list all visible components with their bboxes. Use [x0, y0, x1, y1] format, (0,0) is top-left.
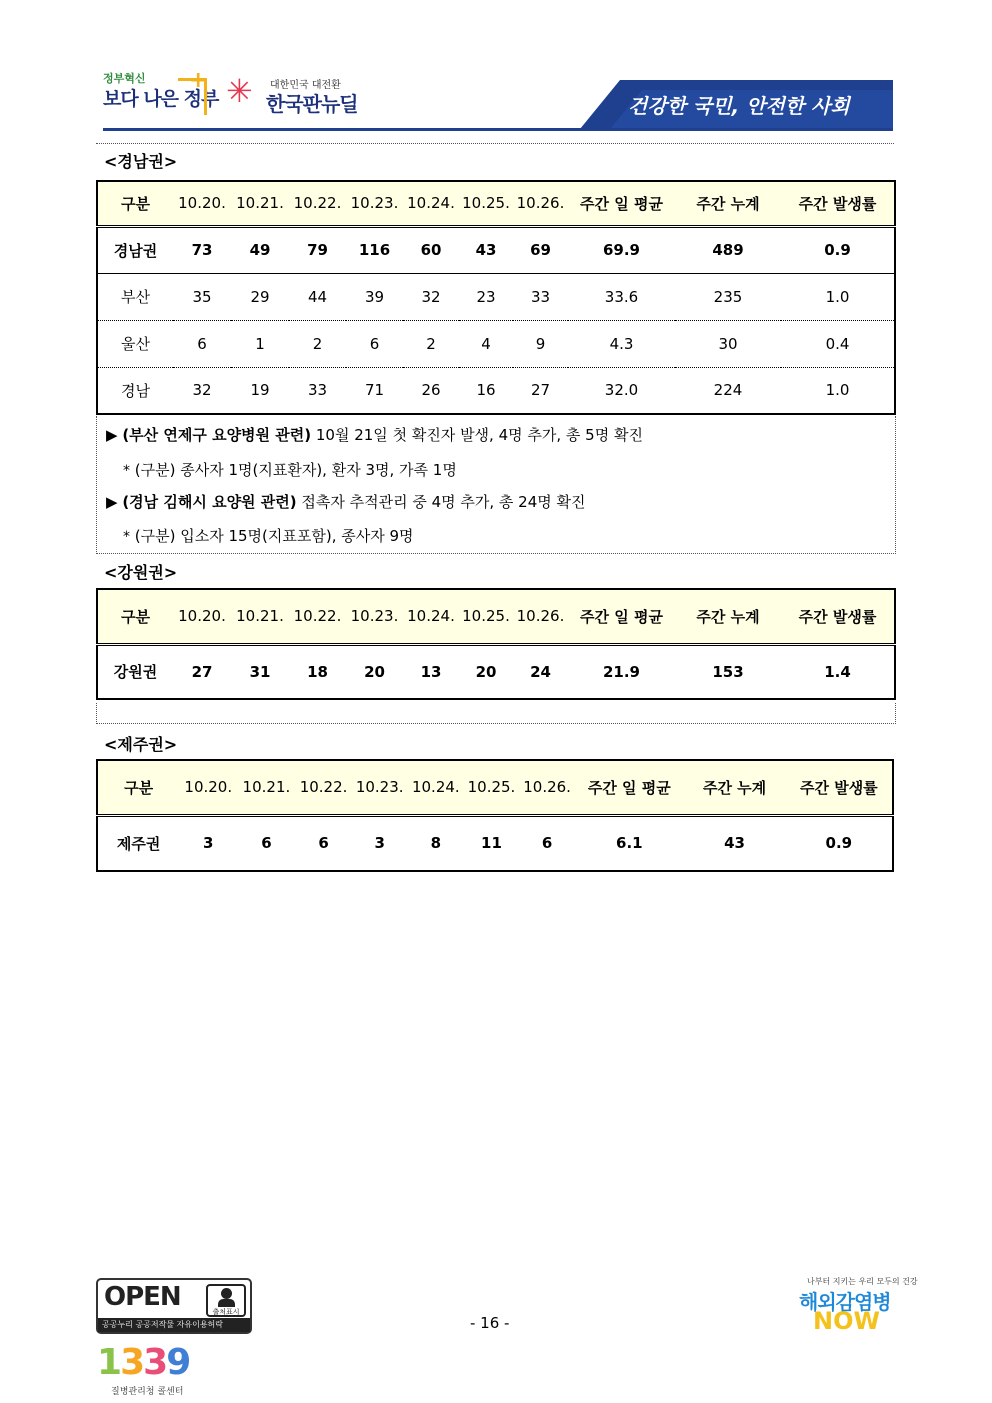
call-caption: 질병관리청 콜센터 — [111, 1387, 184, 1397]
row-label: 울산 — [97, 320, 173, 367]
row-label: 강원권 — [113, 663, 158, 682]
triangle-icon: ▶ — [106, 426, 118, 444]
header-cell: 10.23. — [352, 760, 408, 815]
cell: 235 — [675, 273, 781, 320]
cell: 29 — [231, 273, 289, 320]
cell: 19 — [231, 367, 289, 414]
header-cell: 주간 일 평균 — [575, 760, 683, 815]
header-cell: 10.20. — [173, 589, 231, 644]
cell: 11 — [481, 834, 502, 853]
cell: 224 — [675, 367, 781, 414]
cell: 73 — [191, 241, 213, 259]
note-item — [106, 491, 586, 512]
cell: 35 — [173, 273, 231, 320]
call-center-logo — [97, 1344, 207, 1399]
row-label: 제주권 — [116, 834, 161, 853]
cell: 30 — [675, 320, 781, 367]
cell: 6 — [261, 834, 272, 853]
note-detail — [123, 525, 414, 546]
gov-innovation-logo — [103, 68, 219, 120]
table-row — [97, 273, 895, 320]
table-row — [97, 815, 893, 871]
empty-notes-box — [96, 703, 896, 724]
logo-tagline: 나부터 지키는 우리 모두의 건강 — [807, 1277, 918, 1286]
cell: 3 — [203, 834, 214, 853]
cell: 0.9 — [824, 241, 851, 259]
cell: 6 — [346, 320, 403, 367]
cell: 4 — [459, 320, 513, 367]
header-cell: 주간 일 평균 — [568, 181, 675, 226]
header-cell: 10.25. — [459, 181, 513, 226]
cell: 60 — [420, 241, 442, 259]
cell: 31 — [249, 662, 271, 681]
row-label: 부산 — [97, 273, 173, 320]
header-cell: 주간 누계 — [683, 760, 785, 815]
header-cell: 구분 — [97, 760, 179, 815]
header-cell: 주간 발생률 — [781, 181, 895, 226]
cell: 1 — [231, 320, 289, 367]
header-cell: 10.20. — [179, 760, 237, 815]
korean-new-deal-logo — [226, 74, 361, 114]
cell: 20 — [475, 662, 497, 681]
cell: 27 — [513, 367, 568, 414]
header-cell: 10.26. — [513, 589, 568, 644]
cell: 32 — [403, 273, 459, 320]
cell: 32.0 — [568, 367, 675, 414]
cell: 33 — [289, 367, 346, 414]
slogan-banner — [580, 80, 893, 129]
cell: 8 — [430, 834, 442, 853]
table-row — [97, 226, 895, 273]
cell: 69 — [530, 241, 551, 259]
header-cell: 10.25. — [459, 589, 513, 644]
header-rule — [103, 128, 893, 131]
header-cell: 10.23. — [346, 181, 403, 226]
cell: 71 — [346, 367, 403, 414]
table-row — [97, 367, 895, 414]
cell: 6 — [318, 834, 329, 853]
attribution-icon — [206, 1284, 246, 1317]
logo-title: 해외감염병 — [799, 1290, 891, 1314]
header-cell: 주간 누계 — [675, 181, 781, 226]
cell: 1.0 — [781, 273, 895, 320]
asterisk-icon: * — [123, 529, 130, 545]
cell: 489 — [712, 241, 744, 259]
cell: 6.1 — [616, 834, 643, 853]
cell: 20 — [364, 662, 385, 681]
cell: 0.9 — [825, 834, 853, 853]
burst-icon: ✳ — [226, 72, 253, 110]
table-row — [97, 320, 895, 367]
header-cell: 10.23. — [346, 589, 403, 644]
header-cell: 10.22. — [289, 589, 346, 644]
header-cell: 10.21. — [237, 760, 295, 815]
table-header-row — [97, 181, 895, 226]
page-number: - 16 - — [470, 1314, 510, 1332]
note-heading: (경남 김해시 요양원 관련) — [122, 493, 297, 511]
cell: 21.9 — [602, 662, 640, 681]
cell: 6 — [541, 834, 553, 853]
cell: 26 — [403, 367, 459, 414]
note-text: 10월 21일 첫 확진자 발생, 4명 추가, 총 5명 확진 — [311, 426, 643, 444]
cell: 2 — [403, 320, 459, 367]
header-cell: 10.24. — [403, 589, 459, 644]
logo-subtitle: 대한민국 대전환 — [270, 80, 341, 91]
cell: 44 — [289, 273, 346, 320]
badge-label: 출처표시 — [212, 1308, 240, 1316]
triangle-icon: ▶ — [106, 493, 118, 511]
header-cell: 10.26. — [519, 760, 575, 815]
cell: 0.4 — [781, 320, 895, 367]
cell: 39 — [346, 273, 403, 320]
note-text: (구분) 종사자 1명(지표환자), 환자 3명, 가족 1명 — [134, 461, 457, 479]
row-label: 경남 — [97, 367, 173, 414]
slogan-text: 건강한 국민, 안전한 사회 — [628, 94, 850, 118]
section-title-jeju: <제주권> — [104, 735, 178, 754]
header-cell: 10.24. — [408, 760, 464, 815]
header-cell: 구분 — [97, 589, 173, 644]
cell: 9 — [513, 320, 568, 367]
kogl-open-license-logo — [96, 1278, 252, 1334]
header-cell: 10.25. — [464, 760, 519, 815]
asterisk-icon: * — [123, 463, 130, 479]
gangwon-table — [96, 588, 896, 700]
note-text: 접촉자 추적관리 중 4명 추가, 총 24명 확진 — [296, 493, 586, 511]
gyeongnam-table — [96, 180, 896, 415]
cell: 33 — [513, 273, 568, 320]
header-cell: 10.20. — [173, 181, 231, 226]
call-number: 1339 — [97, 1342, 190, 1383]
dotted-divider — [96, 143, 894, 144]
header-cell: 10.26. — [513, 181, 568, 226]
header-cell: 주간 발생률 — [786, 760, 893, 815]
cell: 1.0 — [781, 367, 895, 414]
logo-word: NOW — [813, 1307, 880, 1335]
cell: 1.4 — [824, 662, 851, 681]
header-cell: 10.21. — [231, 589, 289, 644]
table-header-row — [97, 589, 895, 644]
header-cell: 주간 발생률 — [781, 589, 895, 644]
header-cell: 구분 — [97, 181, 173, 226]
note-detail — [123, 459, 457, 480]
note-text: (구분) 입소자 15명(지표포함), 종사자 9명 — [134, 527, 414, 545]
cell: 6 — [173, 320, 231, 367]
table-header-row — [97, 760, 893, 815]
cell: 43 — [475, 241, 497, 259]
plus-icon: + — [189, 68, 208, 93]
cell: 4.3 — [568, 320, 675, 367]
cell: 16 — [459, 367, 513, 414]
jeju-table — [96, 759, 894, 872]
row-label: 경남권 — [113, 241, 158, 260]
cell: 116 — [358, 241, 391, 259]
header-cell: 주간 일 평균 — [568, 589, 675, 644]
cell: 69.9 — [602, 241, 640, 259]
license-caption: 공공누리 공공저작물 자유이용허락 — [98, 1318, 250, 1332]
logo-title: 보다 나은 정부 — [103, 88, 219, 110]
cell: 49 — [249, 241, 271, 259]
section-title-gangwon: <강원권> — [104, 563, 178, 582]
cell: 3 — [374, 834, 385, 853]
cell: 153 — [712, 662, 744, 681]
section-title-gyeongnam: <경남권> — [104, 152, 178, 171]
overseas-infection-now-logo — [795, 1276, 918, 1338]
note-heading: (부산 연제구 요양병원 관련) — [122, 426, 312, 444]
open-label: OPEN — [104, 1282, 181, 1312]
header-cell: 10.22. — [289, 181, 346, 226]
cell: 23 — [459, 273, 513, 320]
header-cell: 주간 누계 — [675, 589, 781, 644]
cell: 79 — [307, 241, 328, 259]
cell: 33.6 — [568, 273, 675, 320]
cell: 18 — [307, 662, 328, 681]
cell: 24 — [530, 662, 551, 681]
logo-title: 한국판뉴딜 — [266, 92, 358, 116]
cell: 43 — [724, 834, 745, 853]
header-cell: 10.24. — [403, 181, 459, 226]
cell: 2 — [289, 320, 346, 367]
header-cell: 10.22. — [295, 760, 351, 815]
table-row — [97, 644, 895, 699]
note-item — [106, 424, 643, 445]
header-cell: 10.21. — [231, 181, 289, 226]
cell: 13 — [420, 662, 442, 681]
cell: 27 — [191, 662, 213, 681]
logo-subtitle: 정부혁신 — [103, 72, 146, 85]
cell: 32 — [173, 367, 231, 414]
